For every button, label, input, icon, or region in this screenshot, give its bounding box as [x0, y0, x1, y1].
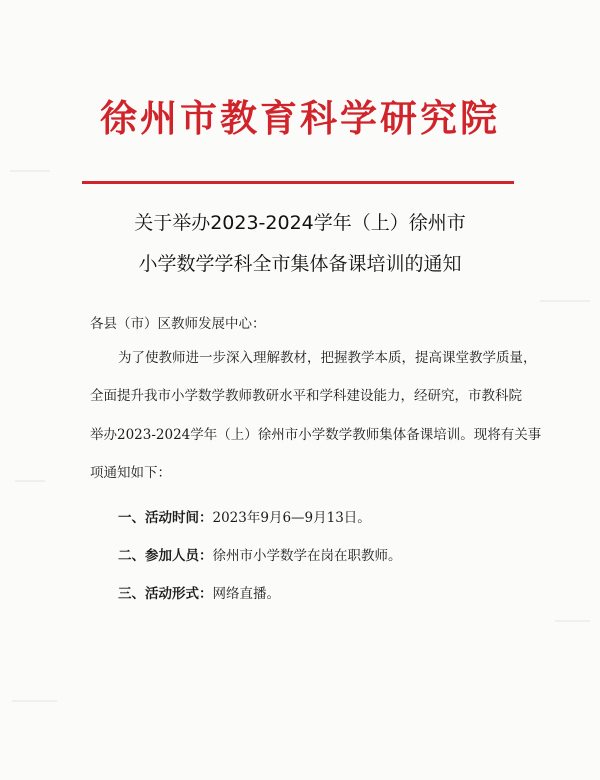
- item-heading: 二、参加人员：: [118, 548, 213, 564]
- item-activity-time: [118, 506, 371, 526]
- letterhead-red-rule: [82, 181, 514, 184]
- item-heading: 三、活动形式：: [118, 586, 213, 602]
- item-participants: [118, 544, 402, 564]
- notice-title-line-2: 小学数学学科全市集体备课培训的通知: [138, 253, 462, 275]
- paper-texture: [540, 300, 590, 302]
- item-format: [118, 582, 280, 602]
- paper-texture: [10, 170, 50, 172]
- item-text: 徐州市小学数学在岗在职教师。: [212, 548, 402, 564]
- paragraph-line: 全面提升我市小学数学教师教研水平和学科建设能力，经研究，市教科院: [90, 388, 522, 404]
- paragraph-line: 举办2023-2024学年（上）徐州市小学数学教师集体备课培训。现将有关事: [90, 427, 542, 443]
- salutation: 各县（市）区教师发展中心：: [90, 316, 266, 332]
- paper-texture: [12, 700, 57, 702]
- paragraph-line: 项通知如下：: [90, 465, 171, 481]
- notice-title-line-1: 关于举办2023-2024学年（上）徐州市: [134, 212, 466, 234]
- item-text: 网络直播。: [212, 586, 280, 602]
- item-text: 2023年9月6—9月13日。: [212, 510, 371, 526]
- item-heading: 一、活动时间：: [118, 510, 213, 526]
- paragraph-line: 为了使教师进一步深入理解教材，把握教学本质，提高课堂教学质量，: [118, 350, 537, 366]
- letterhead-org-name: 徐州市教育科学研究院: [100, 96, 500, 140]
- paper-texture: [555, 620, 590, 622]
- paper-texture: [15, 480, 45, 482]
